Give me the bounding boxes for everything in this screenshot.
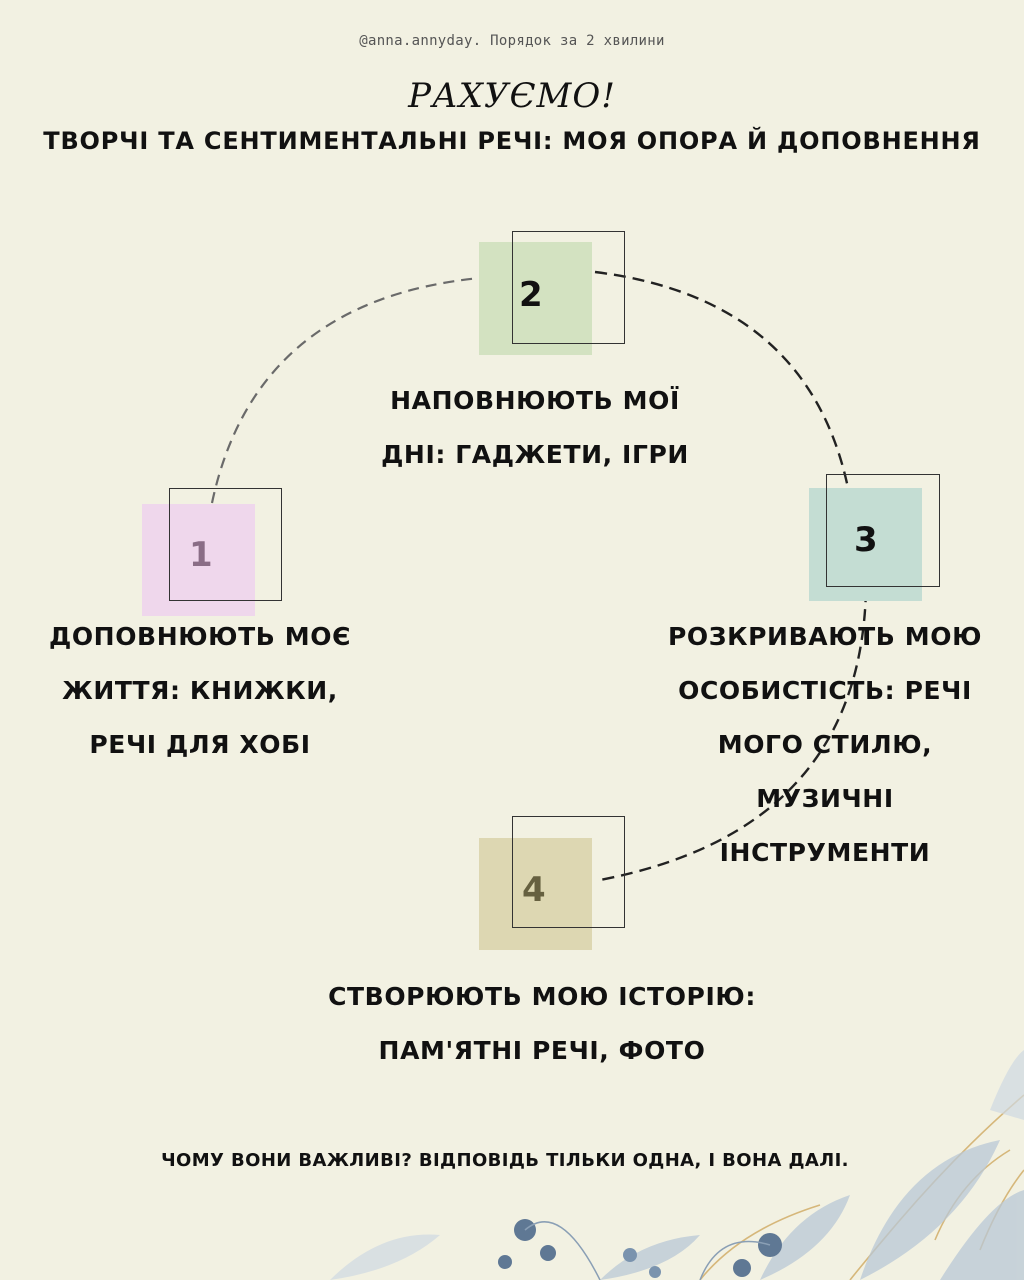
step-1-number: 1 xyxy=(189,535,213,575)
page-title: РАХУЄМО! xyxy=(408,76,616,116)
step-4-number: 4 xyxy=(522,870,546,910)
step-2-number: 2 xyxy=(519,275,543,315)
step-4-label: СТВОРЮЮТЬ МОЮ ІСТОРІЮ: ПАМ'ЯТНІ РЕЧІ, ФОТО xyxy=(328,982,756,1065)
author-handle: @anna.annyday. Порядок за 2 хвилини xyxy=(359,33,665,49)
step-2-label: НАПОВНЮЮТЬ МОЇ ДНІ: ГАДЖЕТИ, ІГРИ xyxy=(381,386,689,469)
page-subtitle: ТВОРЧІ ТА СЕНТИМЕНТАЛЬНІ РЕЧІ: МОЯ ОПОРА Й ДОПОВНЕННЯ xyxy=(43,127,981,155)
step-3-label: РОЗКРИВАЮТЬ МОЮ ОСОБИСТІСТЬ: РЕЧІ МОГО СТИЛЮ, МУЗИЧНІ ІНСТРУМЕНТИ xyxy=(667,622,983,867)
step-1-label: ДОПОВНЮЮТЬ МОЄ ЖИТТЯ: КНИЖКИ, РЕЧІ ДЛЯ ХОБІ xyxy=(48,622,352,759)
footer-question: ЧОМУ ВОНИ ВАЖЛИВІ? ВІДПОВІДЬ ТІЛЬКИ ОДНА, І ВОНА ДАЛІ. xyxy=(161,1150,849,1171)
step-3-number: 3 xyxy=(854,520,878,560)
